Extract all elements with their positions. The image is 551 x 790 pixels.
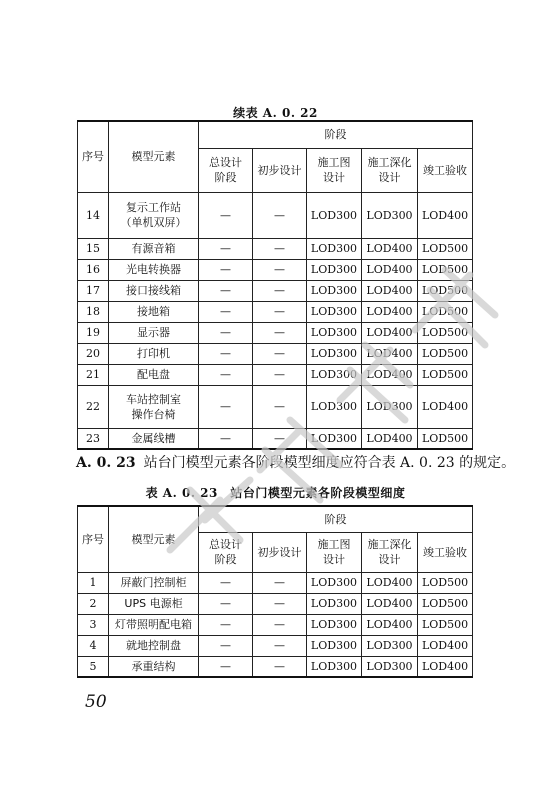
- table2-caption: 表 A. 0. 23 站台门模型元素各阶段模型细度: [145, 486, 406, 500]
- model-element: 显示器: [109, 322, 199, 343]
- header-stage-acceptance: 竣工验收: [418, 532, 473, 572]
- lod-cell: —: [199, 385, 253, 428]
- lod-cell: LOD400: [418, 635, 473, 656]
- model-element: 灯带照明配电箱: [109, 614, 199, 635]
- header-stage-construction-drawing: 施工图 设计: [307, 148, 362, 192]
- table-row: [78, 364, 473, 385]
- lod-cell: —: [253, 593, 307, 614]
- row-number: 17: [78, 280, 109, 301]
- lod-cell: LOD400: [362, 343, 418, 364]
- lod-cell: LOD400: [362, 572, 418, 593]
- row-number: 21: [78, 364, 109, 385]
- table1: [77, 120, 473, 450]
- lod-cell: LOD300: [362, 656, 418, 677]
- lod-cell: LOD500: [418, 428, 473, 449]
- lod-cell: LOD300: [307, 192, 362, 238]
- model-element: 接地箱: [109, 301, 199, 322]
- model-element: 光电转换器: [109, 259, 199, 280]
- lod-cell: —: [253, 192, 307, 238]
- lod-cell: —: [253, 364, 307, 385]
- table-row: [78, 343, 473, 364]
- table-row: [78, 238, 473, 259]
- lod-cell: LOD300: [362, 385, 418, 428]
- clause-number: A. 0. 23: [76, 455, 136, 471]
- lod-cell: LOD400: [418, 385, 473, 428]
- lod-cell: —: [199, 572, 253, 593]
- header-element: 模型元素: [109, 506, 199, 572]
- header-stage-overall: 总设计 阶段: [199, 148, 253, 192]
- row-number: 5: [78, 656, 109, 677]
- row-number: 20: [78, 343, 109, 364]
- table1-body: [78, 192, 473, 449]
- table2: [77, 505, 473, 678]
- lod-cell: —: [253, 635, 307, 656]
- lod-cell: LOD400: [362, 259, 418, 280]
- lod-cell: LOD500: [418, 593, 473, 614]
- lod-cell: LOD300: [307, 656, 362, 677]
- header-element: 模型元素: [109, 121, 199, 192]
- lod-cell: —: [253, 385, 307, 428]
- table-row: [78, 322, 473, 343]
- table-row: [78, 656, 473, 677]
- model-element: 金属线槽: [109, 428, 199, 449]
- header-stage-construction-drawing: 施工图 设计: [307, 532, 362, 572]
- lod-cell: —: [253, 301, 307, 322]
- lod-cell: —: [199, 614, 253, 635]
- model-element: 复示工作站 （单机双屏）: [109, 192, 199, 238]
- lod-cell: —: [199, 238, 253, 259]
- lod-cell: —: [253, 656, 307, 677]
- row-number: 4: [78, 635, 109, 656]
- lod-cell: LOD500: [418, 238, 473, 259]
- model-element: 打印机: [109, 343, 199, 364]
- lod-cell: LOD400: [362, 614, 418, 635]
- lod-cell: LOD300: [362, 635, 418, 656]
- lod-cell: —: [199, 322, 253, 343]
- lod-cell: LOD400: [362, 593, 418, 614]
- lod-cell: LOD400: [362, 364, 418, 385]
- lod-cell: LOD400: [362, 280, 418, 301]
- table-row: [78, 385, 473, 428]
- table-row: [78, 593, 473, 614]
- model-element: 承重结构: [109, 656, 199, 677]
- table-row: [78, 301, 473, 322]
- lod-cell: LOD400: [418, 656, 473, 677]
- lod-cell: —: [199, 343, 253, 364]
- row-number: 2: [78, 593, 109, 614]
- lod-cell: LOD400: [418, 192, 473, 238]
- lod-cell: —: [253, 322, 307, 343]
- table-row: [78, 280, 473, 301]
- lod-cell: —: [199, 259, 253, 280]
- lod-cell: LOD300: [307, 301, 362, 322]
- lod-cell: LOD300: [307, 635, 362, 656]
- table-row: [78, 259, 473, 280]
- header-no: 序号: [78, 121, 109, 192]
- table-row: [78, 635, 473, 656]
- lod-cell: LOD300: [307, 343, 362, 364]
- table2-body: [78, 572, 473, 677]
- header-stage-preliminary: 初步设计: [253, 532, 307, 572]
- lod-cell: LOD400: [362, 238, 418, 259]
- lod-cell: LOD500: [418, 614, 473, 635]
- lod-cell: —: [199, 280, 253, 301]
- lod-cell: —: [199, 593, 253, 614]
- lod-cell: LOD300: [307, 593, 362, 614]
- lod-cell: LOD300: [307, 238, 362, 259]
- lod-cell: —: [199, 192, 253, 238]
- row-number: 14: [78, 192, 109, 238]
- row-number: 1: [78, 572, 109, 593]
- clause-text: 站台门模型元素各阶段模型细度应符合表 A. 0. 23 的规定。: [143, 455, 516, 471]
- lod-cell: —: [253, 259, 307, 280]
- row-number: 18: [78, 301, 109, 322]
- row-number: 22: [78, 385, 109, 428]
- lod-cell: LOD300: [307, 428, 362, 449]
- header-stage: 阶段: [199, 506, 473, 532]
- lod-cell: LOD300: [307, 572, 362, 593]
- lod-cell: LOD500: [418, 301, 473, 322]
- table-row: [78, 614, 473, 635]
- lod-cell: LOD300: [307, 259, 362, 280]
- table-row: [78, 192, 473, 238]
- lod-cell: LOD500: [418, 343, 473, 364]
- model-element: 屏蔽门控制柜: [109, 572, 199, 593]
- lod-cell: —: [253, 343, 307, 364]
- row-number: 3: [78, 614, 109, 635]
- lod-cell: —: [253, 280, 307, 301]
- lod-cell: LOD300: [307, 364, 362, 385]
- model-element: 接口接线箱: [109, 280, 199, 301]
- page-number: 50: [85, 692, 107, 712]
- table-row: [78, 572, 473, 593]
- model-element: 配电盘: [109, 364, 199, 385]
- lod-cell: —: [199, 428, 253, 449]
- lod-cell: —: [253, 238, 307, 259]
- lod-cell: —: [199, 301, 253, 322]
- row-number: 19: [78, 322, 109, 343]
- header-stage-acceptance: 竣工验收: [418, 148, 473, 192]
- lod-cell: LOD300: [307, 385, 362, 428]
- model-element: 有源音箱: [109, 238, 199, 259]
- lod-cell: LOD300: [307, 322, 362, 343]
- table1-caption: 续表 A. 0. 22: [233, 106, 318, 120]
- lod-cell: LOD400: [362, 301, 418, 322]
- lod-cell: LOD500: [418, 322, 473, 343]
- row-number: 15: [78, 238, 109, 259]
- lod-cell: LOD400: [362, 322, 418, 343]
- header-stage-preliminary: 初步设计: [253, 148, 307, 192]
- lod-cell: —: [253, 428, 307, 449]
- model-element: UPS 电源柜: [109, 593, 199, 614]
- clause-a023: [76, 452, 546, 472]
- lod-cell: LOD300: [307, 280, 362, 301]
- model-element: 车站控制室 操作台椅: [109, 385, 199, 428]
- table-row: [78, 428, 473, 449]
- row-number: 23: [78, 428, 109, 449]
- header-stage-detailed: 施工深化 设计: [362, 148, 418, 192]
- lod-cell: LOD300: [362, 192, 418, 238]
- lod-cell: —: [199, 364, 253, 385]
- header-stage: 阶段: [199, 121, 473, 148]
- header-no: 序号: [78, 506, 109, 572]
- model-element: 就地控制盘: [109, 635, 199, 656]
- lod-cell: LOD500: [418, 364, 473, 385]
- lod-cell: LOD400: [362, 428, 418, 449]
- lod-cell: LOD500: [418, 259, 473, 280]
- lod-cell: LOD300: [307, 614, 362, 635]
- header-stage-detailed: 施工深化 设计: [362, 532, 418, 572]
- row-number: 16: [78, 259, 109, 280]
- lod-cell: —: [199, 635, 253, 656]
- lod-cell: —: [199, 656, 253, 677]
- lod-cell: —: [253, 572, 307, 593]
- lod-cell: LOD500: [418, 280, 473, 301]
- header-stage-overall: 总设计 阶段: [199, 532, 253, 572]
- lod-cell: LOD500: [418, 572, 473, 593]
- lod-cell: —: [253, 614, 307, 635]
